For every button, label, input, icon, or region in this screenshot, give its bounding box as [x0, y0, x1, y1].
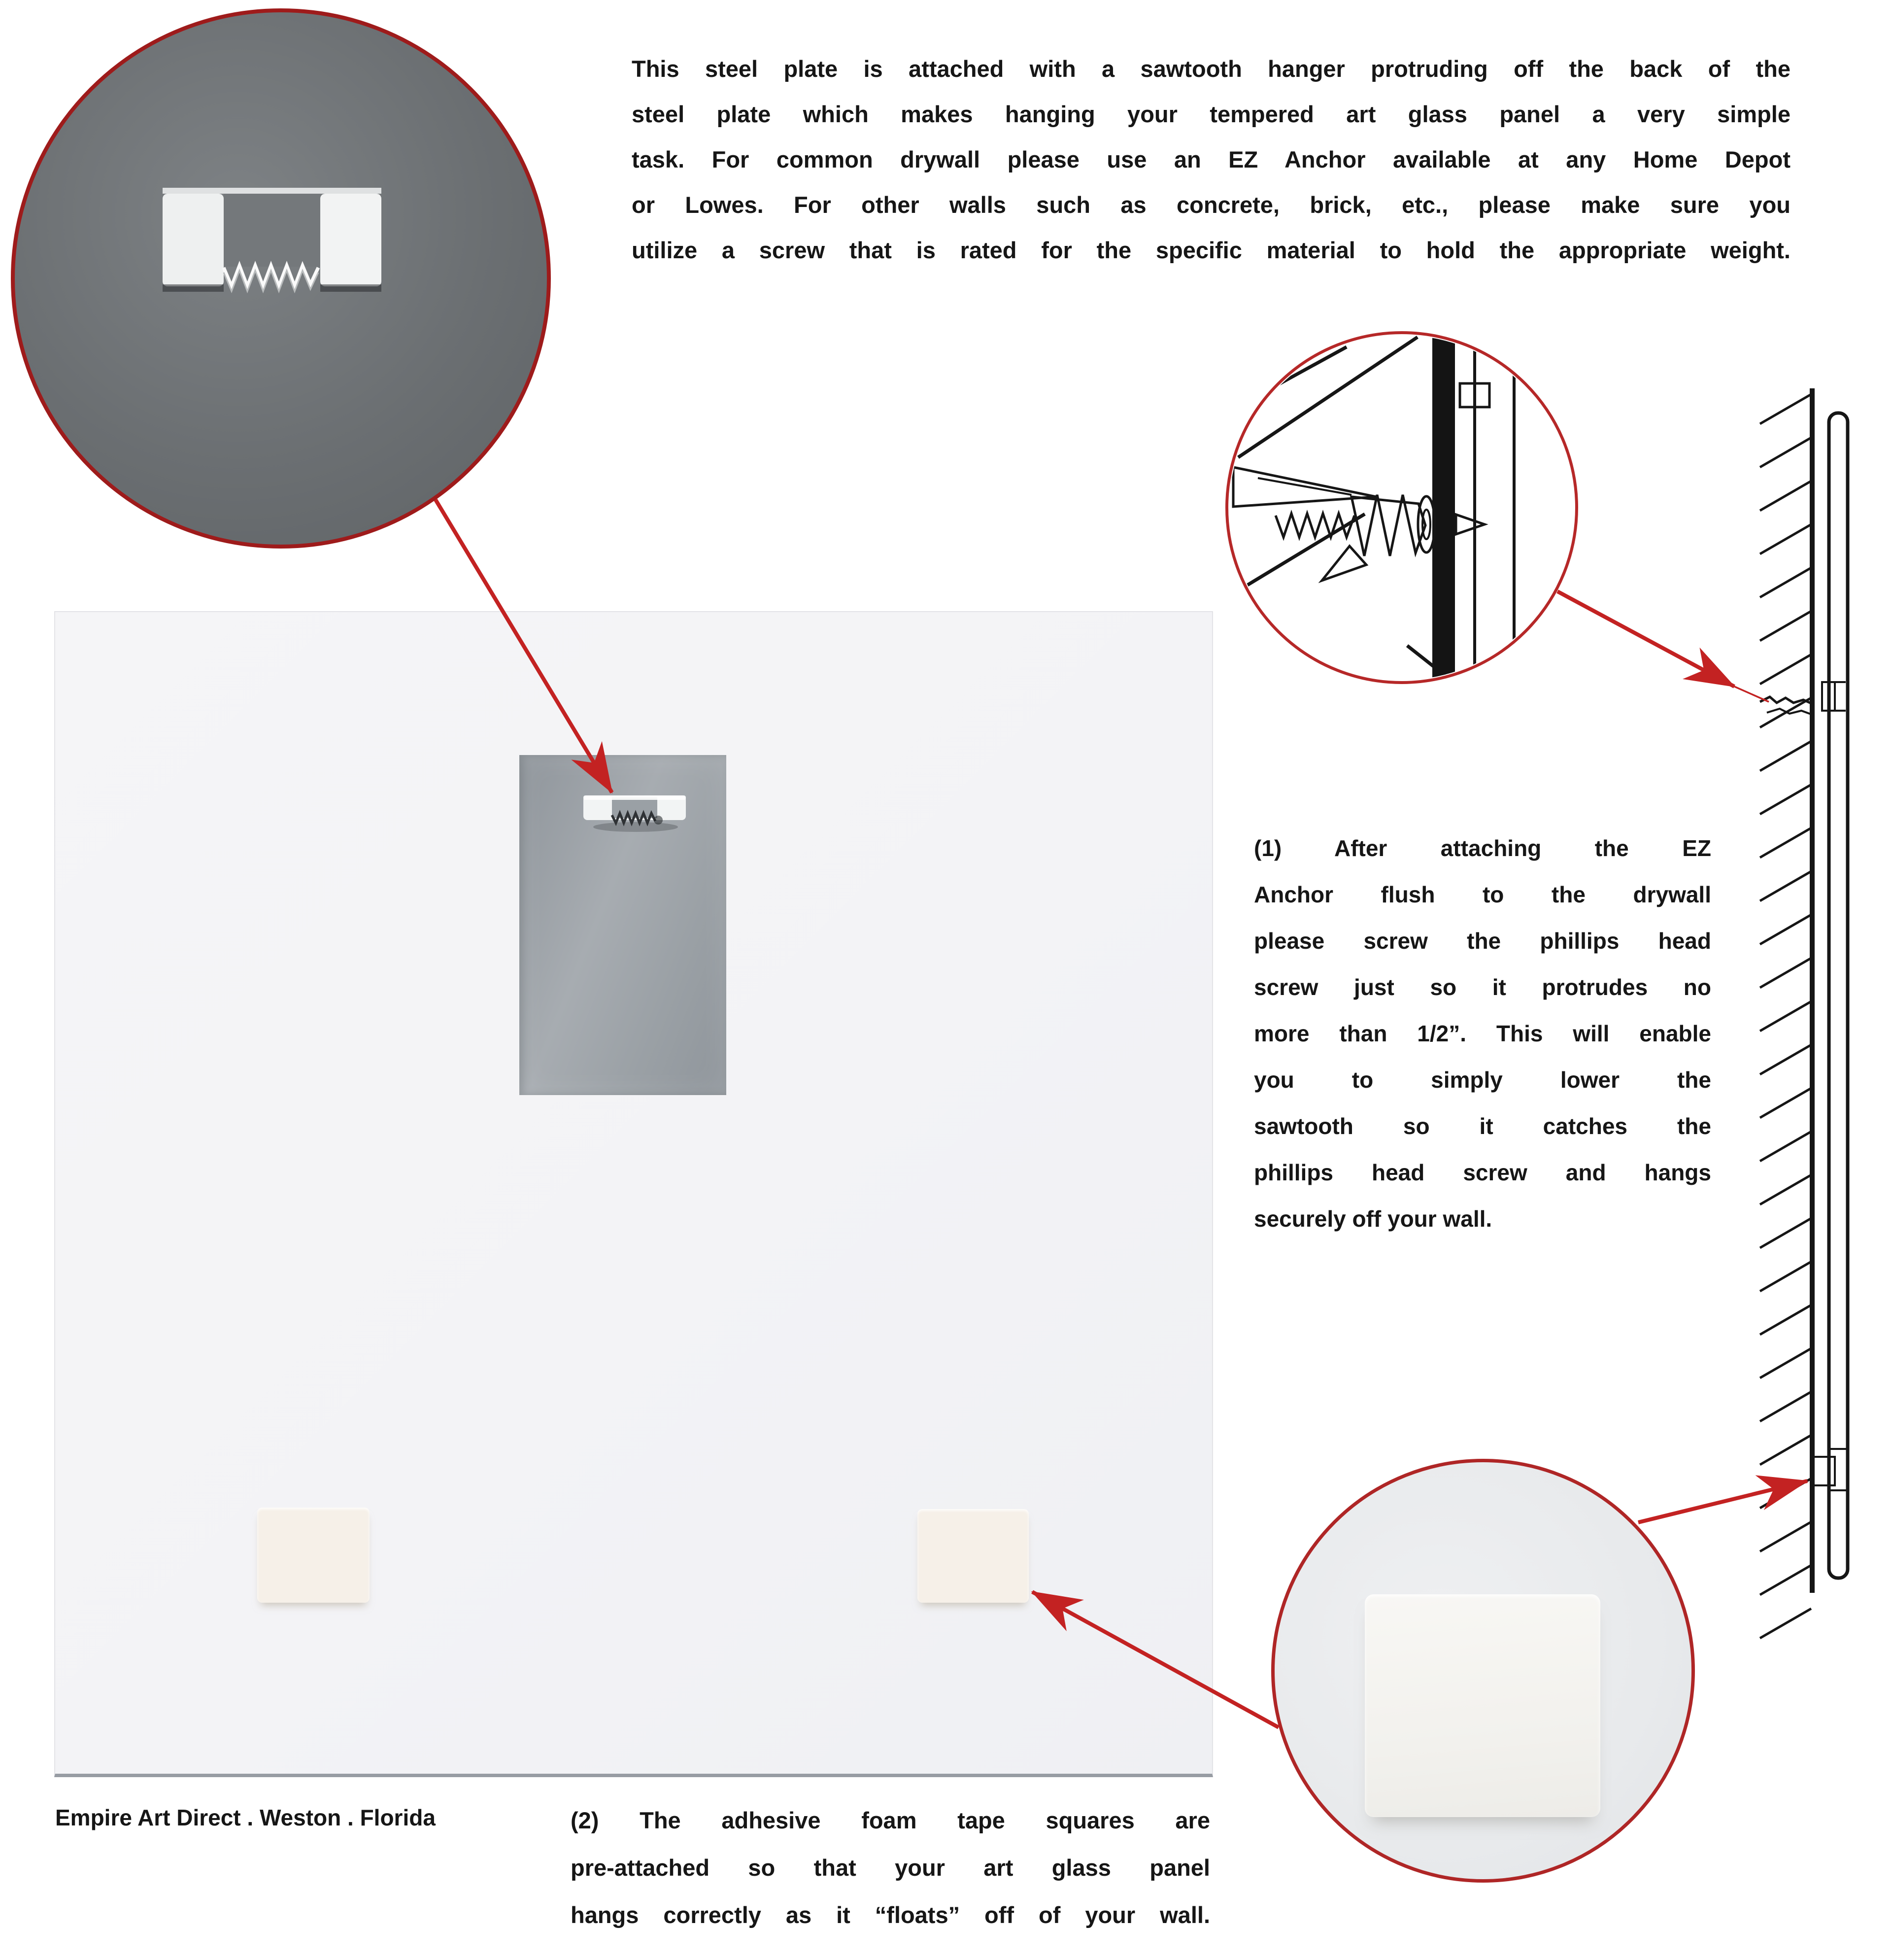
sawtooth-closeup-inset [11, 8, 551, 549]
text-line: utilize a screw that is rated for the specific material to hold the appropriate weight. [632, 237, 1791, 263]
text-line: please screw the phillips head [1254, 928, 1711, 954]
hatch-line [1760, 1392, 1811, 1421]
brand-line: Empire Art Direct . Weston . Florida [55, 1805, 436, 1830]
hatch-line [1760, 1001, 1811, 1031]
intro-paragraph [632, 46, 1791, 273]
hatch-line [1760, 524, 1811, 554]
hatch-line [1760, 1479, 1811, 1508]
hatch-line [1760, 481, 1811, 511]
step2-paragraph [571, 1797, 1210, 1939]
text-line: Anchor flush to the drywall [1254, 882, 1711, 907]
hatch-line [1760, 1522, 1811, 1551]
text-line: securely off your wall. [1254, 1206, 1492, 1232]
hatch-line [1760, 654, 1811, 684]
wall-hatching [1760, 394, 1811, 1638]
hatch-line [1760, 915, 1811, 944]
glass-panel-side-view [1829, 413, 1848, 1578]
ez-anchor-drawing-icon [1228, 334, 1575, 681]
hatch-line [1760, 1305, 1811, 1335]
step1-paragraph [1254, 825, 1711, 1242]
hatch-line [1760, 394, 1811, 424]
foam-tape-square-zoom [1365, 1594, 1600, 1817]
text-line: (1) After attaching the EZ [1254, 835, 1711, 861]
hatch-line [1760, 1435, 1811, 1465]
foam-tape-closeup-inset [1271, 1459, 1695, 1883]
text-line: more than 1/2”. This will enable [1254, 1021, 1711, 1046]
hatch-line [1760, 1262, 1811, 1291]
hatch-line [1760, 611, 1811, 641]
hatch-line [1760, 1088, 1811, 1118]
text-line: screw just so it protrudes no [1254, 974, 1711, 1000]
hatch-line [1760, 1132, 1811, 1161]
text-line: task. For common drywall please use an EZ Anchor available at any Home Depot [632, 146, 1791, 172]
hatch-line [1760, 828, 1811, 858]
hatch-line [1760, 958, 1811, 988]
ez-anchor-inset [1225, 331, 1578, 684]
text-line: sawtooth so it catches the [1254, 1113, 1711, 1139]
hatch-line [1760, 741, 1811, 771]
sawtooth-hanger-icon [580, 791, 689, 835]
text-line: steel plate which makes hanging your tempered art glass panel a very simple [632, 101, 1791, 127]
foam-tape-square-left [257, 1508, 370, 1603]
text-line: or Lowes. For other walls such as concrete, brick, etc., please make sure you [632, 192, 1791, 218]
hatch-line [1760, 568, 1811, 597]
sawtooth-catch-detail [1760, 682, 1846, 715]
hatch-line [1760, 1609, 1811, 1638]
hatch-line [1760, 785, 1811, 814]
text-line: This steel plate is attached with a sawtooth hanger protruding off the back of the [632, 56, 1791, 82]
hatch-line [1760, 871, 1811, 901]
steel-plate [519, 755, 726, 1095]
hatch-line [1760, 1565, 1811, 1595]
text-line: (2) The adhesive foam tape squares are [571, 1807, 1210, 1833]
hatch-line [1760, 438, 1811, 467]
glass-panel-back [54, 611, 1213, 1777]
foam-tape-square-right [917, 1509, 1029, 1603]
sawtooth-hanger-photo-icon [15, 12, 547, 545]
hatch-line [1760, 1348, 1811, 1378]
text-line: hangs correctly as it “floats” off of your wall. [571, 1902, 1210, 1928]
hatch-line [1760, 1218, 1811, 1248]
hatch-line [1760, 1175, 1811, 1204]
hatch-line [1760, 1045, 1811, 1074]
text-line: pre-attached so that your art glass panel [571, 1855, 1210, 1881]
text-line: phillips head screw and hangs [1254, 1160, 1711, 1185]
text-line: you to simply lower the [1254, 1067, 1711, 1093]
